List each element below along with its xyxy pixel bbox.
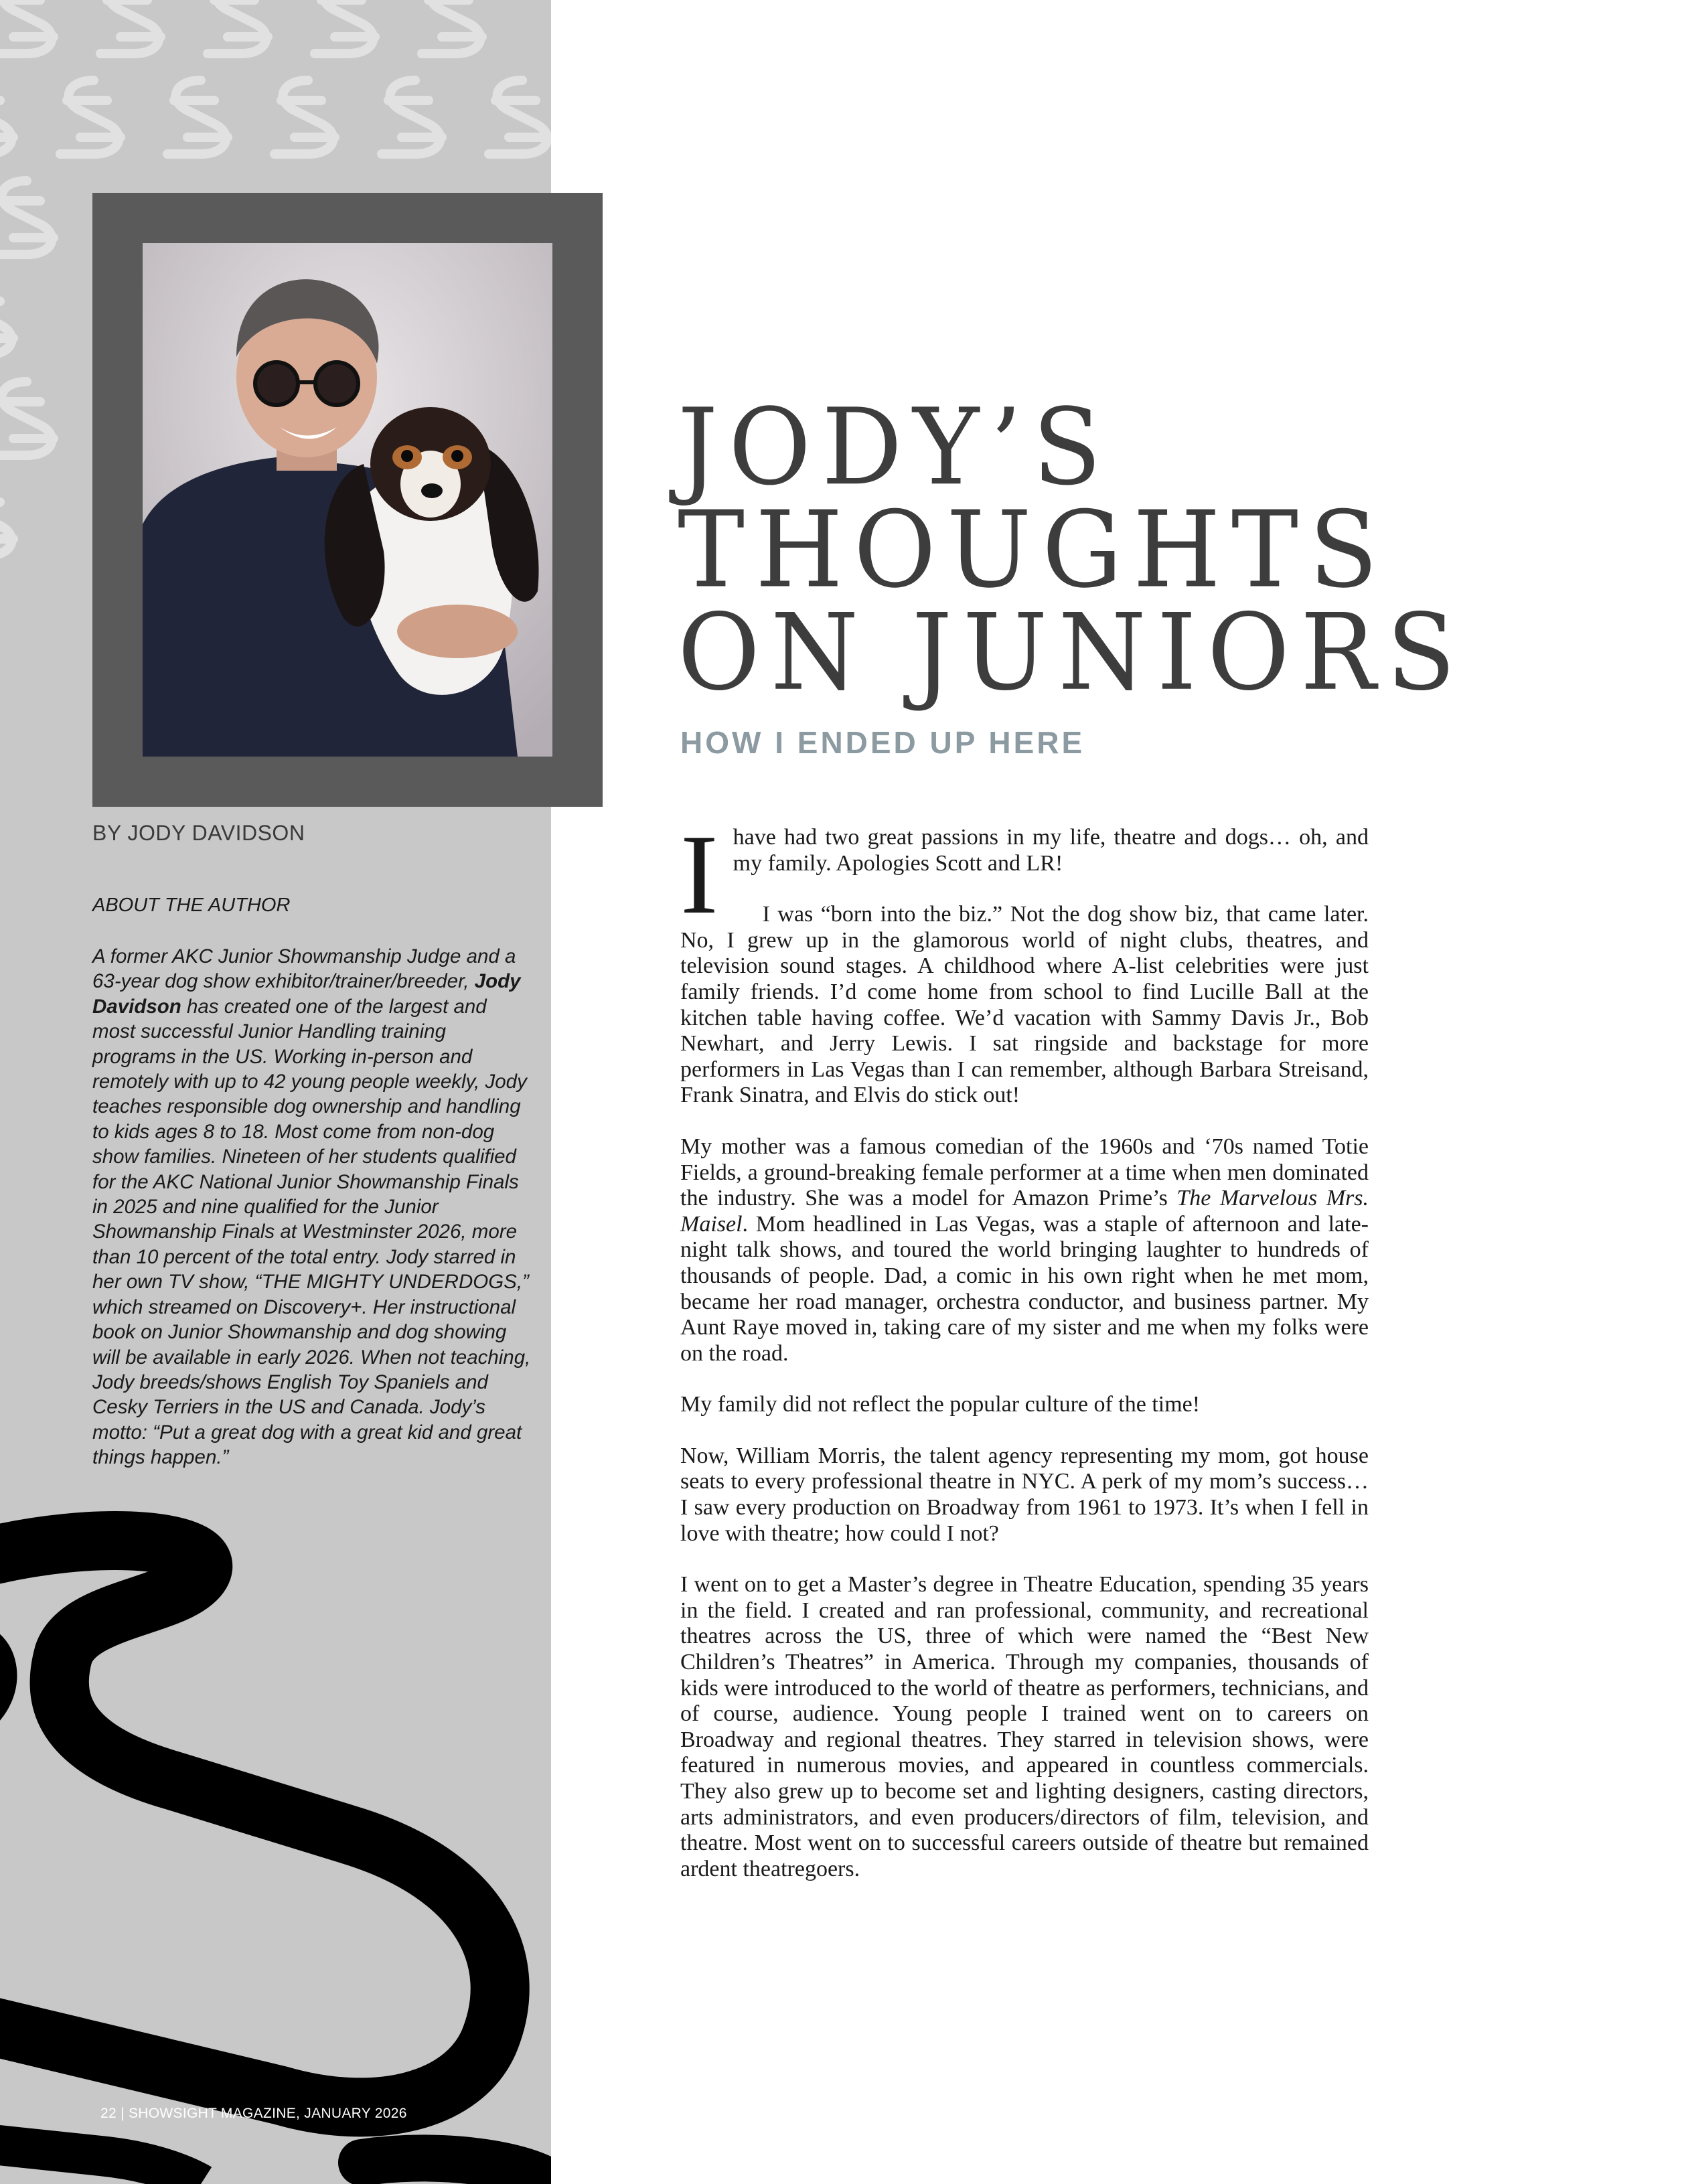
paragraph-1 [680,811,1369,937]
paragraph-5: Now, William Morris, the talent agency representing my mom, got house seats to every professional theatre in NYC. A perk of my mom’s success… I saw every production on Broadway from 1961 to 1973. It’s when I fell in love with theatre; how could I not? [680,1443,1369,1546]
article-subtitle: HOW I ENDED UP HERE [680,725,1085,760]
drop-cap: I [680,811,718,937]
photo-frame [92,193,603,807]
about-author-bio [92,944,534,1470]
title-line-2: THOUGHTS [678,489,1389,612]
byline: BY JODY DAVIDSON [92,821,305,845]
bio-author-name: Jody Davidson [92,970,521,1018]
paragraph-2: I was “born into the biz.” Not the dog show biz, that came later. No, I grew up in the glamorous world of night clubs, theatres, and television sound stages. A childhood where A-list celebrities were just family friends. I’d come home from school to find Lucille Ball at the kitchen table having coffee. We’d vacation with Sammy Davis Jr., Bob Newhart, and Jerry Lewis. I sat ringside and backstage for more performers in Las Vegas than I can remember, although Barbara Streisand, Frank Sinatra, and Elvis do stick out! [680,902,1369,1108]
author-photo [143,243,552,757]
article-body [680,811,1369,1907]
paragraph-4: My family did not reflect the popular culture of the time! [680,1392,1201,1417]
article-title [678,386,1466,714]
bio-rest: has created one of the largest and most successful Junior Handling training programs in the US. Working in-person and remotely with up to 42 young people weekly, Jody teaches responsible dog ownership and handling to kids ages 8 to 18. Most come from non-dog show families. Nineteen of her students qualified for the AKC National Junior Showmanship Finals in 2025 and nine qualified for the Junior Showmanship Finals at Westminster 2026, more than 10 percent of the total entry. Jody starred in her own TV show, “THE MIGHTY UNDERDOGS,” which streamed on Discovery+. Her instructional book on Junior Showmanship and dog showing will be available in early 2026. When not teaching, Jody breeds/shows English Toy Spaniels and Cesky Terriers in the US and Canada. Jody’s motto: “Put a great dog with a great kid and great things happen.” [92,995,531,1469]
page-footer: 22 | SHOWSIGHT MAGAZINE, JANUARY 2026 [100,2106,407,2121]
title-line-3: ON JUNIORS [678,591,1466,714]
title-line-1: JODY’S [678,386,1112,509]
paragraph-6: I went on to get a Master’s degree in Theatre Education, spending 35 years in the field. I created and ran professional, community, and recreational theatres across the US, three of which were named the “Best New Children’s Theatres” in America. Through my companies, thousands of kids were introduced to the world of theatre as performers, technicians, and of course, audience. Young people I trained went on to careers on Broadway and regional theatres. They starred in television shows, were featured in numerous movies, and appeared in countless commercials. They also grew up to become set and lighting designers, casting directors, arts administrators, and even producers/directors of film, television, and theatre. Most went on to successful careers outside of theatre but remained ardent theatregoers. [680,1572,1369,1881]
about-author-heading: ABOUT THE AUTHOR [92,894,291,916]
paragraph-3-text-b: . Mom headlined in Las Vegas, was a staple of afternoon and late-night talk shows, and toured the world bringing laughter to hundreds of thousands of people. Dad, a comic in his own right when he met mom, became her road manager, orchestra conductor, and business partner. My Aunt Raye moved in, taking care of my sister and me when my folks were on the road. [680,1211,1369,1366]
paragraph-3 [680,1134,1369,1367]
paragraph-1-text: have had two great passions in my life, theatre and dogs… oh, and my family. Apologies Scott and LR! [733,825,1369,876]
paragraph-3-text-a: My mother was a famous comedian of the 1960s and ‘70s named Totie Fields, a ground-breaking female performer at a time when men dominated the industry. She was a model for Amazon Prime’s [680,1134,1369,1211]
bio-intro: A former AKC Junior Showmanship Judge and a 63-year dog show exhibitor/trainer/breeder, [92,945,516,993]
paragraph-3-italic: The Marvelous Mrs. Maisel [680,1186,1369,1237]
